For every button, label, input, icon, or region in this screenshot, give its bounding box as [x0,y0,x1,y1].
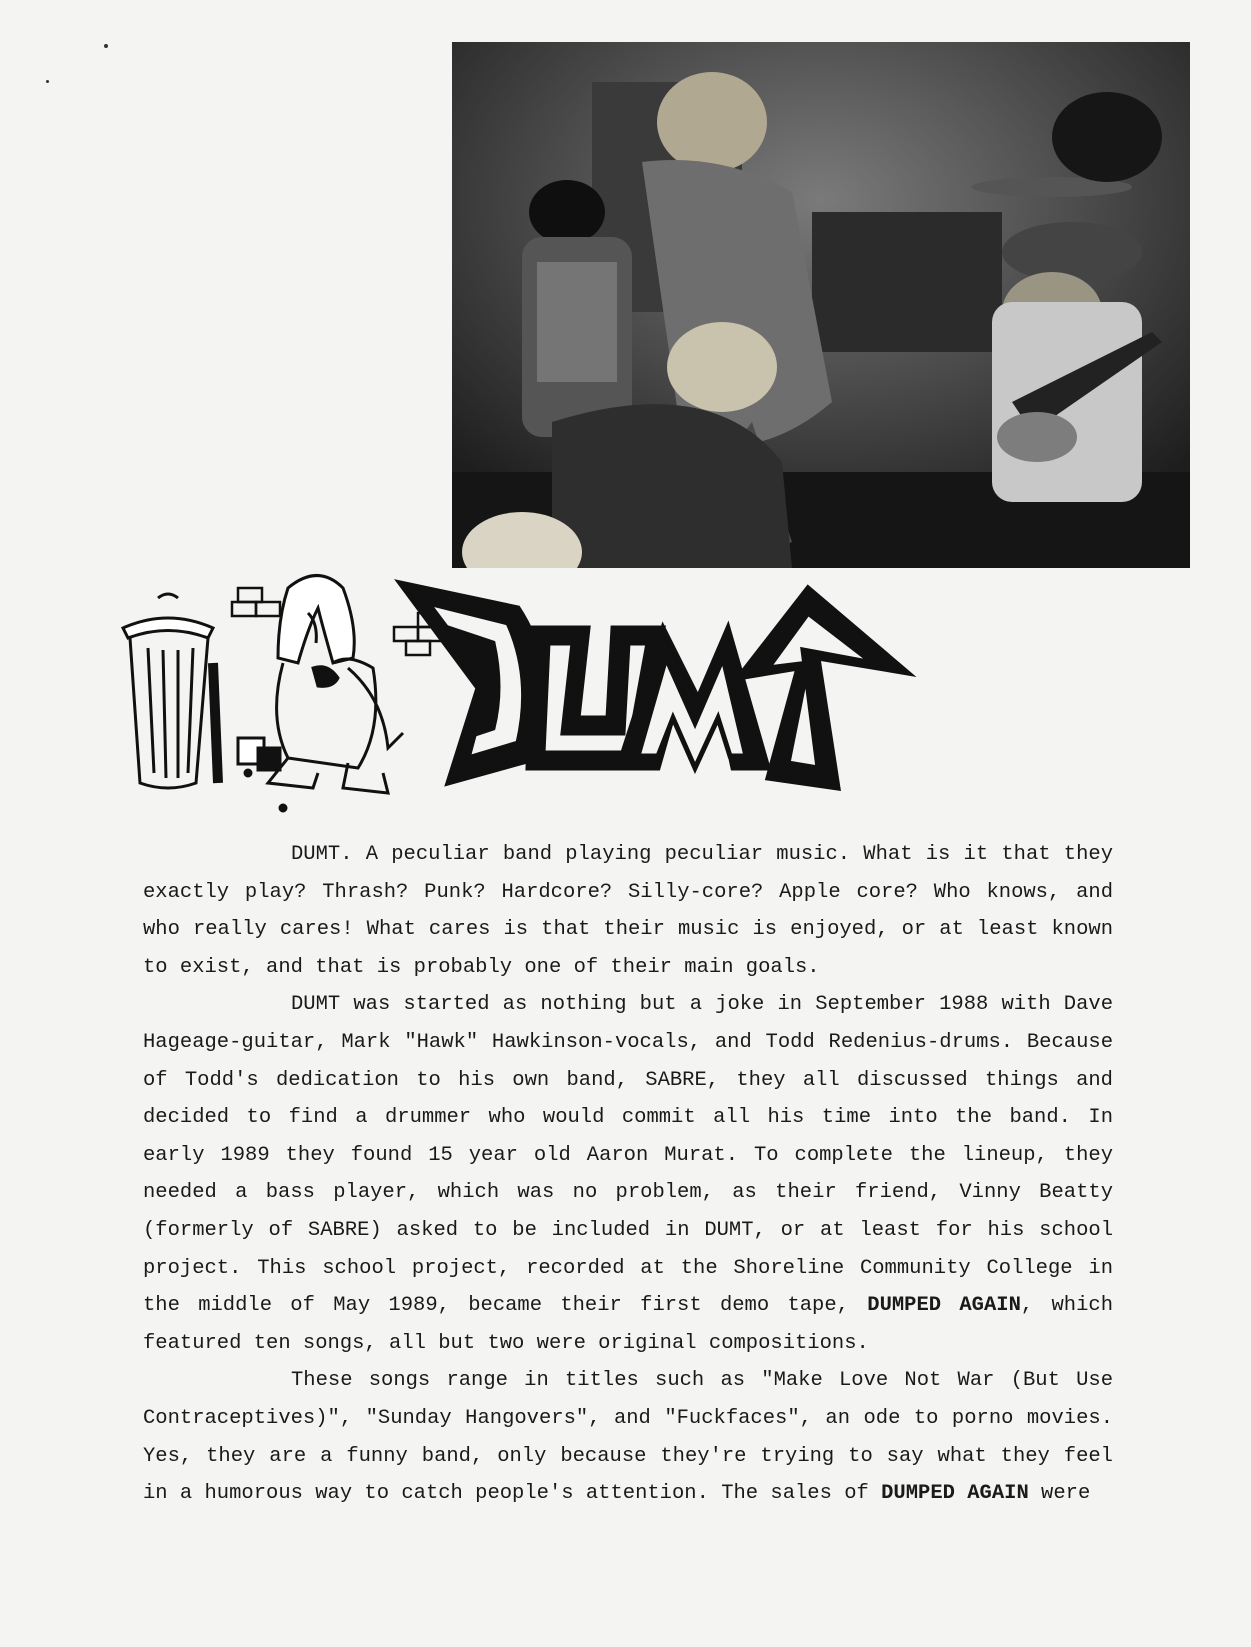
paper-speck [46,80,49,83]
demo-title: DUMPED AGAIN [881,1482,1029,1506]
paragraph-1-text: DUMT. A peculiar band playing peculiar music. What is it that they exactly play? Thrash? Punk? Hardcore? Silly-core? Apple core? Who knows, and who really cares! What cares is that their music is enjoyed, or at least known to exist, and that is probably one of their main goals. [143,843,1113,979]
article-paragraph-1 [143,836,1113,986]
sitting-figure-icon [238,576,403,812]
band-photo-image [452,42,1190,568]
article-body [143,836,1113,1513]
dumt-wordmark [400,583,908,788]
band-logo [118,568,918,818]
paragraph-3-text-1: These songs range in titles such as "Make Love Not War (But Use Contraceptives)", "Sunday Hangovers", and "Fuckfaces", an ode to porno movies. Yes, they are a funny band, only because they're trying to say what they feel in a humorous way to catch people's attention. The sales of [143,1369,1113,1506]
band-photo [452,42,1190,568]
logo-illustration [118,568,918,818]
logo-wordmark-text: DUMT [118,568,121,569]
demo-title: DUMPED AGAIN [867,1294,1021,1318]
article-paragraph-2 [143,986,1113,1362]
paragraph-2-text-1: DUMT was started as nothing but a joke in September 1988 with Dave Hageage-guitar, Mark "Hawk" Hawkinson-vocals, and Todd Redenius-drums. Because of Todd's dedication to his own band, SABRE, they all discussed things and decided to find a drummer who would commit all his time into the band. In early 1989 they found 15 year old Aaron Murat. To complete the lineup, they needed a bass player, which was no problem, as their friend, Vinny Beatty (formerly of SABRE) asked to be included in DUMT, or at least for his school project. This school project, recorded at the Shoreline Community College in the middle of May 1989, became their first demo tape, [143,993,1113,1318]
paragraph-3-text-2: were [1028,1482,1091,1506]
article-paragraph-3 [143,1362,1113,1512]
paragraph-2-text-2: , which featured ten songs, all but two were original compositions. [143,1294,1113,1355]
trash-can-icon [123,594,218,788]
paper-speck [104,44,108,48]
